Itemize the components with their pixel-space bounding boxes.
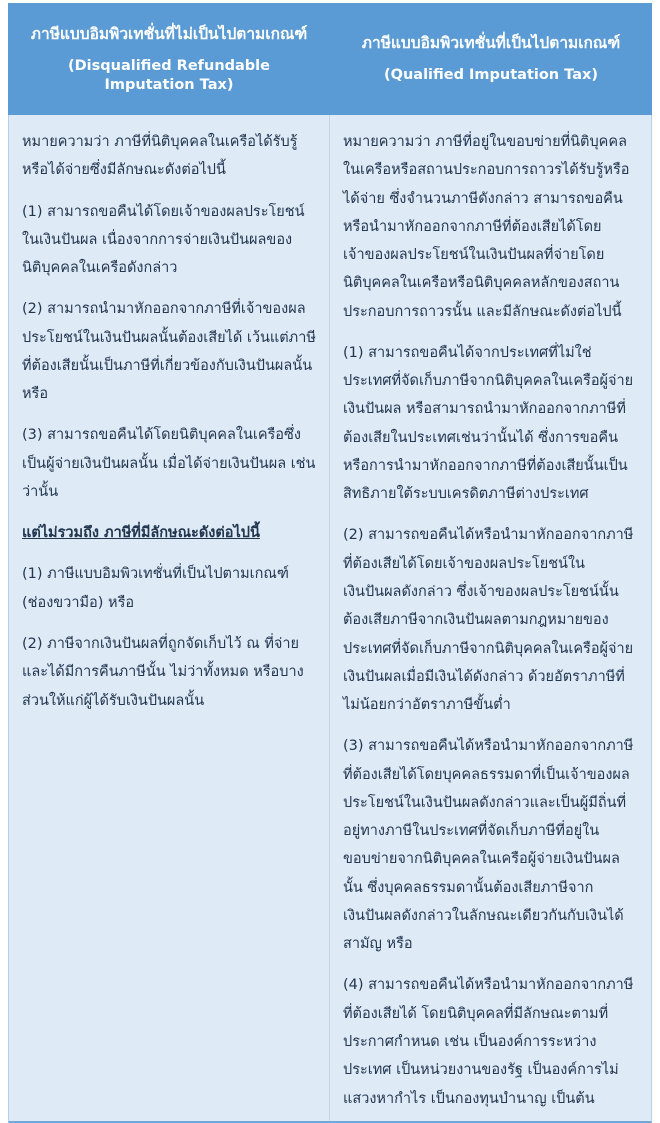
table-body-row bbox=[8, 115, 652, 1123]
table-header-row bbox=[8, 3, 652, 115]
paragraph: (4) สามารถขอคืนได้หรือนำมาหักออกจากภาษีที่ต้องเสียได้ โดยนิติบุคคลที่มีลักษณะตามที่ประกาศกำหนด เช่น เป็นองค์การระหว่างประเทศ เป็นหน่วยงานของรัฐ เป็นองค์การไม่แสวงหากำไร เป็นกองทุนบำนาญ เป็นต้น bbox=[343, 977, 634, 1107]
paragraph: (2) สามารถนำมาหักออกจากภาษีที่เจ้าของผลประโยชน์ในเงินปันผลนั้นต้องเสียได้ เว้นแต่ภาษีที่ต้องเสียนั้นเป็นภาษีที่เกี่ยวข้องกับเงินปันผลนั้น หรือ bbox=[22, 301, 316, 403]
paragraph: (1) สามารถขอคืนได้จากประเทศที่ไม่ใช่ประเทศที่จัดเก็บภาษีจากนิติบุคคลในเครือผู้จ่ายเงินปันผล หรือสามารถนำมาหักออกจากภาษีที่ต้องเสียในประเทศเช่นว่านั้นได้ ซึ่งการขอคืน หรือการนำมาหักออกจากภาษีที่ต้องเสียนั้นเป็นสิทธิภายใต้ระบบเครดิตภาษีต่างประเทศ bbox=[343, 344, 634, 503]
paragraph: (1) ภาษีแบบอิมพิวเทชั่นที่เป็นไปตามเกณฑ์ (ช่องขวามือ) หรือ bbox=[22, 566, 289, 611]
document-page bbox=[8, 3, 652, 1123]
header-cell-qualified-tax bbox=[330, 3, 652, 115]
comparison-table bbox=[8, 3, 652, 1123]
paragraph: หมายความว่า ภาษีที่อยู่ในขอบข่ายที่นิติบุคคลในเครือหรือสถานประกอบการถาวรได้รับรู้หรือได้จ่าย ซึ่งจำนวนภาษีดังกล่าว สามารถขอคืนหรือนำมาหักออกจากภาษีที่ต้องเสียได้โดยเจ้าของผลประโยชน์ในเงินปันผลที่จ่ายโดยนิติบุคคลในเครือหรือนิติบุคคลหลักของสถานประกอบการถาวรนั้น และมีลักษณะดังต่อไปนี้ bbox=[343, 134, 630, 320]
paragraph: หมายความว่า ภาษีที่นิติบุคคลในเครือได้รับรู้หรือได้จ่ายซึ่งมีลักษณะดังต่อไปนี้ bbox=[22, 134, 298, 179]
disqualified-tax-definition-cell bbox=[9, 115, 330, 1121]
paragraph: (2) สามารถขอคืนได้หรือนำมาหักออกจากภาษีที่ต้องเสียได้โดยเจ้าของผลประโยชน์ในเงินปันผลดังกล่าว ซึ่งเจ้าของผลประโยชน์นั้นต้องเสียภาษีจากเงินปันผลตามกฎหมายของประเทศที่จัดเก็บภาษีจากนิติบุคคลในเครือผู้จ่ายเงินปันผลเมื่อมีเงินได้ดังกล่าว ด้วยอัตราภาษีที่ไม่น้อยกว่าอัตราภาษีขั้นต่ำ bbox=[343, 527, 634, 714]
exclusion-heading: แต่ไม่รวมถึง ภาษีที่มีลักษณะดังต่อไปนี้ bbox=[22, 525, 260, 542]
paragraph: (3) สามารถขอคืนได้โดยนิติบุคคลในเครือซึ่งเป็นผู้จ่ายเงินปันผลนั้น เมื่อได้จ่ายเงินปันผล เช่นว่านั้น bbox=[22, 427, 316, 500]
qualified-tax-title-thai: ภาษีแบบอิมพิวเทชั่นที่เป็นไปตามเกณฑ์ bbox=[361, 34, 621, 52]
qualified-tax-definition-cell bbox=[330, 115, 651, 1121]
disqualified-tax-title-thai: ภาษีแบบอิมพิวเทชั่นที่ไม่เป็นไปตามเกณฑ์ bbox=[30, 24, 308, 43]
paragraph: (3) สามารถขอคืนได้หรือนำมาหักออกจากภาษีที่ต้องเสียได้โดยบุคคลธรรมดาที่เป็นเจ้าของผลประโยชน์ในเงินปันผลดังกล่าวและเป็นผู้มีถิ่นที่อยู่ทางภาษีในประเทศที่จัดเก็บภาษีที่อยู่ในขอบข่ายจากนิติบุคคลในเครือผู้จ่ายเงินปันผลนั้น ซึ่งบุคคลธรรมดานั้นต้องเสียภาษีจากเงินปันผลดังกล่าวในลักษณะเดียวกันกับเงินได้สามัญ หรือ bbox=[343, 738, 634, 953]
qualified-tax-title-english: (Qualified Imputation Tax) bbox=[384, 67, 598, 84]
paragraph: (2) ภาษีจากเงินปันผลที่ถูกจัดเก็บไว้ ณ ที่จ่ายและได้มีการคืนภาษีนั้น ไม่ว่าทั้งหมด หรือบางส่วนให้แก่ผู้ได้รับเงินปันผลนั้น bbox=[22, 635, 304, 709]
paragraph: (1) สามารถขอคืนได้โดยเจ้าของผลประโยชน์ในเงินปันผล เนื่องจากการจ่ายเงินปันผลของนิติบุคคลในเครือดังกล่าว bbox=[22, 203, 305, 277]
disqualified-tax-title-english: (Disqualified Refundable Imputation Tax) bbox=[67, 57, 270, 93]
header-cell-disqualified-tax bbox=[8, 3, 330, 115]
